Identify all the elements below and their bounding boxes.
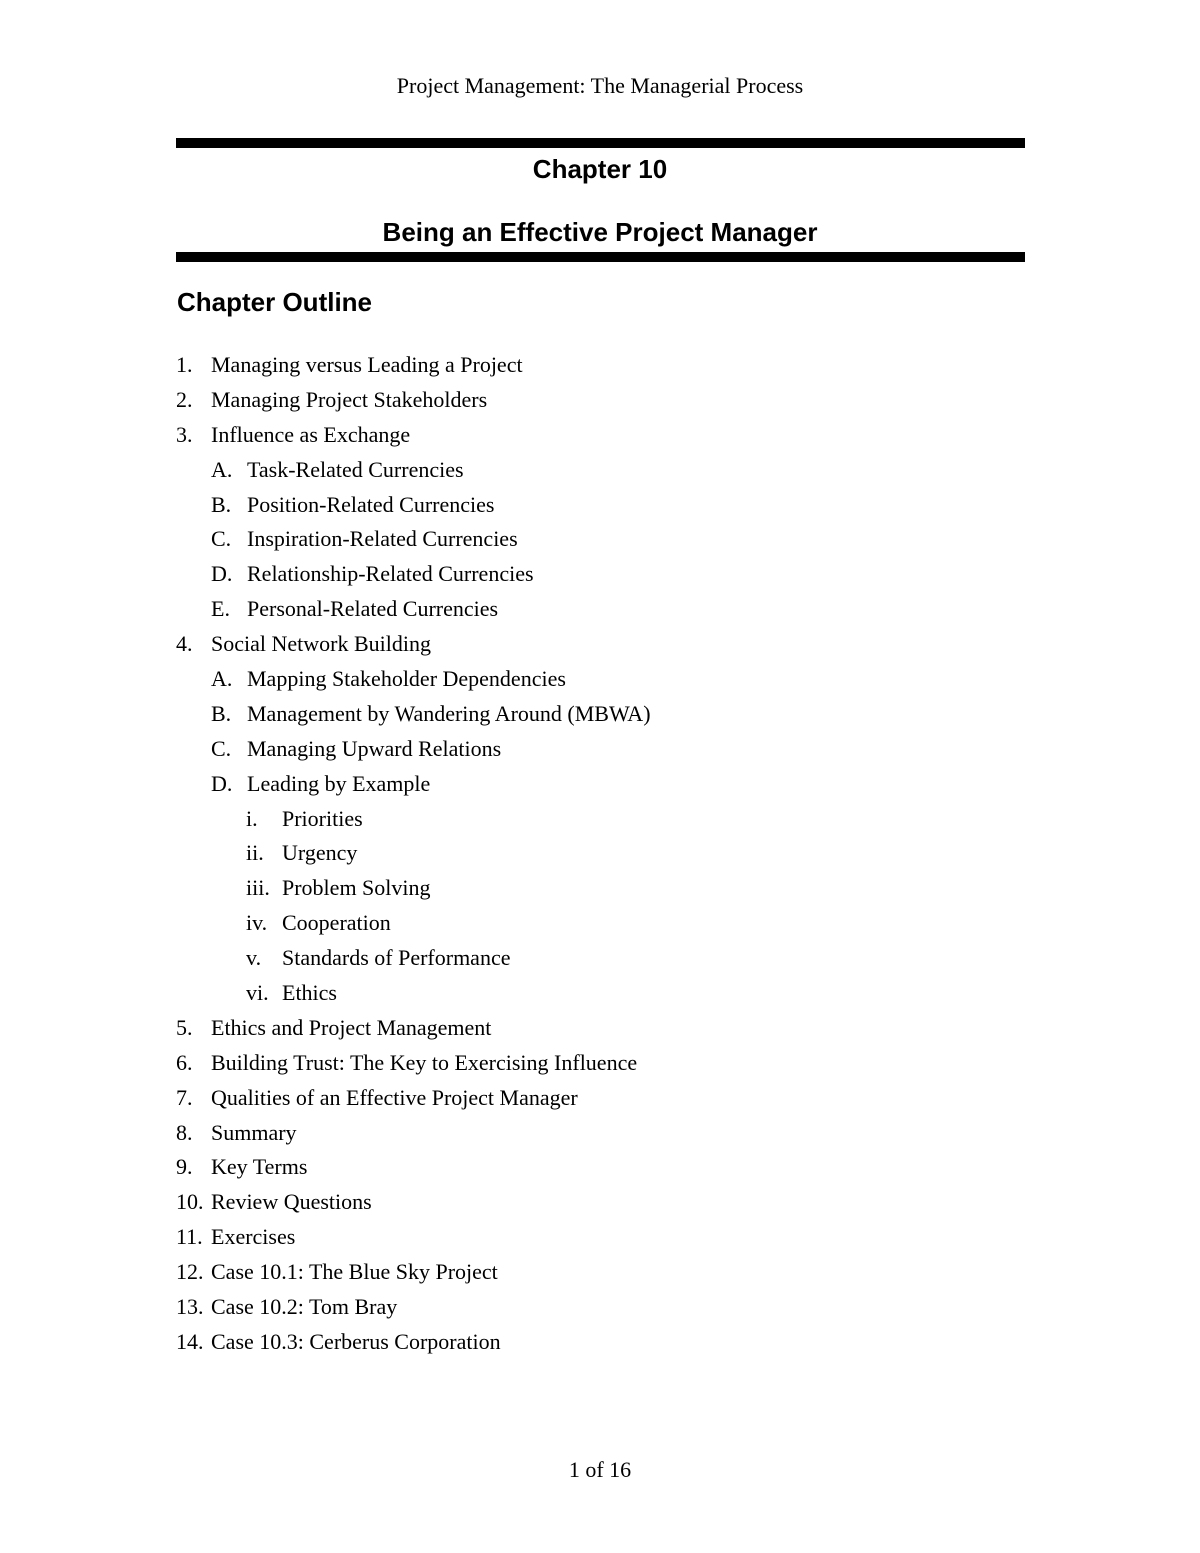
outline-item-text: Ethics and Project Management <box>211 1014 492 1040</box>
outline-item-label: ii. <box>246 840 264 866</box>
outline-item-label: vi. <box>246 980 269 1006</box>
running-header: Project Management: The Managerial Process <box>396 73 804 98</box>
outline-item-label: 5. <box>176 1014 193 1040</box>
outline-item-text: Problem Solving <box>282 875 431 901</box>
outline-item <box>0 1081 1200 1116</box>
outline-item-label: 2. <box>176 386 193 412</box>
outline-item-label: 14. <box>176 1328 204 1354</box>
outline-item-label: v. <box>246 945 262 971</box>
outline-item <box>0 976 1200 1011</box>
outline-item <box>0 836 1200 871</box>
outline-item-label: 4. <box>176 631 193 657</box>
outline-item-text: Qualities of an Effective Project Manager <box>211 1084 578 1110</box>
outline-item-text: Managing versus Leading a Project <box>211 352 523 377</box>
outline-item-label: C. <box>211 526 232 552</box>
outline-item-label: A. <box>211 456 233 482</box>
outline-item <box>0 1255 1200 1290</box>
outline-item <box>0 348 1200 383</box>
outline-item-text: Exercises <box>211 1224 296 1250</box>
outline-item-text: Building Trust: The Key to Exercising Influence <box>211 1049 638 1075</box>
outline-item-text: Leading by Example <box>247 770 431 796</box>
outline-item <box>0 522 1200 557</box>
outline-item <box>0 1011 1200 1046</box>
outline-item-text: Managing Project Stakeholders <box>211 386 488 412</box>
outline-item <box>0 767 1200 802</box>
outline-item <box>0 1046 1200 1081</box>
outline-item <box>0 627 1200 662</box>
outline-item-label: B. <box>211 700 232 726</box>
outline-item-text: Case 10.1: The Blue Sky Project <box>211 1259 498 1285</box>
outline-item-text: Case 10.3: Cerberus Corporation <box>211 1328 501 1354</box>
outline-item-label: C. <box>211 735 232 761</box>
outline-item-label: 8. <box>176 1119 193 1145</box>
outline-item <box>0 871 1200 906</box>
outline-item-label: 1. <box>176 352 193 377</box>
outline-item-label: 9. <box>176 1154 193 1180</box>
outline-item <box>0 1150 1200 1185</box>
outline-item-text: Ethics <box>282 980 337 1006</box>
outline-item-label: 7. <box>176 1084 193 1110</box>
chapter-title: Being an Effective Project Manager <box>382 217 818 247</box>
outline-item <box>0 941 1200 976</box>
outline-item-label: 6. <box>176 1049 193 1075</box>
outline-item <box>0 592 1200 627</box>
outline-list <box>0 348 1200 1360</box>
outline-item <box>0 1185 1200 1220</box>
outline-item <box>0 1220 1200 1255</box>
outline-item-label: D. <box>211 770 233 796</box>
outline-item-label: i. <box>246 805 258 831</box>
outline-item-text: Key Terms <box>211 1154 308 1180</box>
outline-item-label: D. <box>211 561 233 587</box>
outline-item <box>0 488 1200 523</box>
outline-item-text: Cooperation <box>282 910 391 936</box>
outline-item <box>0 383 1200 418</box>
outline-item-label: iv. <box>246 910 268 936</box>
outline-item-label: A. <box>211 666 233 692</box>
outline-item-text: Inspiration-Related Currencies <box>247 526 518 552</box>
outline-item-text: Task-Related Currencies <box>247 456 464 482</box>
outline-item-text: Personal-Related Currencies <box>247 596 499 622</box>
outline-item-text: Relationship-Related Currencies <box>247 561 534 587</box>
top-rule <box>176 138 1025 148</box>
outline-item <box>0 732 1200 767</box>
outline-item-text: Urgency <box>282 840 358 866</box>
outline-item-label: B. <box>211 491 232 517</box>
outline-heading: Chapter Outline <box>177 287 373 317</box>
outline-item-text: Influence as Exchange <box>211 421 411 447</box>
outline-item-label: E. <box>211 596 230 622</box>
outline-item-text: Summary <box>211 1119 297 1145</box>
outline-item <box>0 453 1200 488</box>
outline-item <box>0 1290 1200 1325</box>
outline-item <box>0 662 1200 697</box>
outline-item-text: Mapping Stakeholder Dependencies <box>247 666 566 692</box>
outline-item-label: 12. <box>176 1259 204 1285</box>
outline-item-text: Case 10.2: Tom Bray <box>211 1294 398 1320</box>
outline-item <box>0 1116 1200 1151</box>
outline-item <box>0 802 1200 837</box>
outline-item-text: Position-Related Currencies <box>247 491 495 517</box>
outline-item-text: Standards of Performance <box>282 945 511 971</box>
bottom-rule <box>176 252 1025 262</box>
outline-item-label: 13. <box>176 1294 204 1320</box>
chapter-number: Chapter 10 <box>532 154 668 184</box>
outline-item-text: Priorities <box>282 805 363 831</box>
outline-item <box>0 557 1200 592</box>
outline-item-text: Managing Upward Relations <box>247 735 502 761</box>
outline-item-label: 11. <box>176 1224 203 1250</box>
outline-item-label: 10. <box>176 1189 204 1215</box>
outline-item <box>0 697 1200 732</box>
outline-item-text: Review Questions <box>211 1189 372 1215</box>
outline-item <box>0 1325 1200 1360</box>
outline-item-text: Social Network Building <box>211 631 431 657</box>
outline-item <box>0 906 1200 941</box>
outline-item-label: 3. <box>176 421 193 447</box>
outline-item <box>0 418 1200 453</box>
outline-item-label: iii. <box>246 875 270 901</box>
page-number: 1 of 16 <box>568 1457 632 1482</box>
outline-item-text: Management by Wandering Around (MBWA) <box>247 700 651 726</box>
